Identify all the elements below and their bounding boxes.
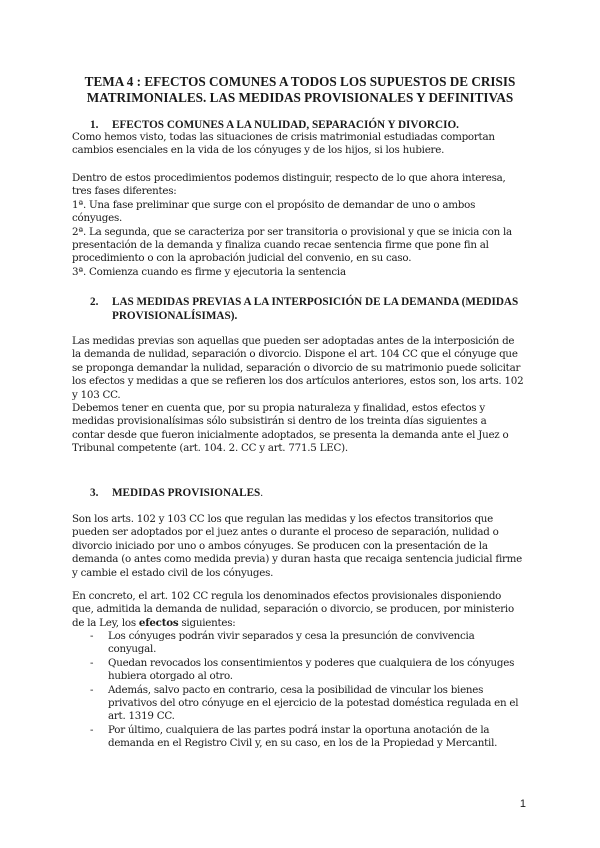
text-line: Las medidas previas son aquellas que pueden ser adoptadas antes de la interposición de bbox=[72, 335, 515, 347]
effects-bullet-list bbox=[90, 630, 530, 751]
section-2-heading bbox=[90, 295, 518, 323]
section-1-heading bbox=[90, 118, 459, 132]
text-line: los efectos y medidas a que se refieren los dos artículos anteriores, estos son, los arts. 102 bbox=[72, 375, 524, 388]
section-3-heading bbox=[90, 486, 263, 500]
section-2-paragraph-1 bbox=[72, 335, 534, 456]
text-line: que, admitida la demanda de nulidad, separación o divorcio, se producen, por ministerio bbox=[72, 603, 514, 616]
text-line: Quedan revocados los consentimientos y poderes que cualquiera de los cónyuges bbox=[108, 656, 515, 669]
text-line: hubiera otorgado al otro. bbox=[108, 670, 233, 683]
text-line: 2ª. La segunda, que se caracteriza por ser transitoria o provisional y que se inicia con la bbox=[72, 225, 512, 238]
section-2-number: 2. bbox=[90, 296, 99, 308]
text-line: privativos del otro cónyuge en el ejercicio de la potestad doméstica regulada en el bbox=[108, 697, 519, 710]
dash-bullet: - bbox=[90, 630, 94, 642]
text-line: 1ª. Una fase preliminar que surge con el propósito de demandar de uno o ambos bbox=[72, 198, 476, 211]
section-1-paragraph-1 bbox=[72, 131, 534, 158]
section-2-title-line-2: PROVISIONALÍSIMAS). bbox=[112, 310, 238, 322]
text-fragment: de la Ley, los bbox=[72, 616, 139, 629]
list-item bbox=[90, 657, 530, 684]
dash-bullet: - bbox=[90, 656, 94, 669]
section-1-title: EFECTOS COMUNES A LA NULIDAD, SEPARACIÓN Y DIVORCIO. bbox=[112, 119, 459, 131]
document-title bbox=[70, 74, 530, 106]
section-2-title-line-1: LAS MEDIDAS PREVIAS A LA INTERPOSICIÓN DE LA DEMANDA (MEDIDAS bbox=[112, 296, 519, 308]
text-line: Debemos tener en cuenta que, por su propia naturaleza y finalidad, estos efectos y bbox=[72, 402, 485, 415]
title-line-2: MATRIMONIALES. LAS MEDIDAS PROVISIONALES Y DEFINITIVAS bbox=[86, 90, 514, 105]
text-line: conyugal. bbox=[108, 643, 157, 656]
text-line: Los cónyuges podrán vivir separados y cesa la presunción de convivencia bbox=[108, 630, 475, 642]
text-line: demanda (o antes como medida previa) y duran hasta que recaiga sentencia judicial firme bbox=[72, 553, 523, 566]
text-line: y cambie el estado civil de los cónyuges. bbox=[72, 566, 274, 579]
text-line: Por último, cualquiera de las partes podrá instar la oportuna anotación de la bbox=[108, 723, 490, 736]
section-1-paragraph-2 bbox=[72, 172, 534, 279]
dash-bullet: - bbox=[90, 683, 94, 696]
section-3-paragraph-2 bbox=[72, 590, 534, 630]
text-line: y 103 CC. bbox=[72, 388, 121, 401]
page-number: 1 bbox=[519, 798, 526, 810]
text-line: En concreto, el art. 102 CC regula los denominados efectos provisionales disponiendo bbox=[72, 590, 502, 602]
list-item bbox=[90, 724, 530, 751]
list-item bbox=[90, 630, 530, 657]
text-line: Como hemos visto, todas las situaciones de crisis matrimonial estudiadas comportan bbox=[72, 131, 495, 143]
text-line: Dentro de estos procedimientos podemos distinguir, respecto de lo que ahora interesa, bbox=[72, 172, 506, 184]
section-3-title: MEDIDAS PROVISIONALES bbox=[112, 487, 261, 499]
text-line: procedimiento o con la aprobación judicial del convenio, en su caso. bbox=[72, 252, 412, 265]
text-line: art. 1319 CC. bbox=[108, 710, 175, 723]
text-fragment: siguientes: bbox=[178, 616, 236, 629]
text-line: Son los arts. 102 y 103 CC los que regulan las medidas y los efectos transitorios que bbox=[72, 513, 494, 525]
section-3-title-period: . bbox=[260, 487, 264, 499]
text-line: demanda en el Registro Civil y, en su caso, en los de la Propiedad y Mercantil. bbox=[108, 737, 498, 750]
text-line: medidas provisionalísimas sólo subsistirán si dentro de los treinta días siguientes a bbox=[72, 415, 487, 428]
section-3-number: 3. bbox=[90, 487, 99, 499]
text-line: divorcio iniciado por uno o ambos cónyuges. Se producen con la presentación de la bbox=[72, 539, 488, 552]
text-line: Tribunal competente (art. 104. 2. CC y art. 771.5 LEC). bbox=[72, 442, 348, 455]
section-3-paragraph-1 bbox=[72, 513, 534, 580]
title-line-1: TEMA 4 : EFECTOS COMUNES A TODOS LOS SUPUESTOS DE CRISIS bbox=[84, 74, 516, 89]
text-line: cambios esenciales en la vida de los cónyuges y de los hijos, si los hubiere. bbox=[72, 144, 445, 157]
text-line: presentación de la demanda y finaliza cuando recae sentencia firme que pone fin al bbox=[72, 239, 489, 252]
text-line: tres fases diferentes: bbox=[72, 185, 177, 198]
text-line: contar desde que fueron inicialmente adoptados, se presenta la demanda ante el Juez o bbox=[72, 428, 509, 441]
text-line: la demanda de nulidad, separación o divorcio. Dispone el art. 104 CC que el cónyuge que bbox=[72, 348, 518, 361]
text-line: 3ª. Comienza cuando es firme y ejecutoria la sentencia bbox=[72, 265, 346, 278]
text-line: cónyuges. bbox=[72, 212, 123, 225]
dash-bullet: - bbox=[90, 723, 94, 736]
text-line: pueden ser adoptados por el juez antes o durante el proceso de separación, nulidad o bbox=[72, 526, 499, 539]
bold-word-efectos: efectos bbox=[138, 616, 179, 629]
section-1-number: 1. bbox=[90, 119, 99, 131]
text-line-with-bold bbox=[72, 617, 534, 630]
text-line: Además, salvo pacto en contrario, cesa la posibilidad de vincular los bienes bbox=[108, 683, 484, 696]
text-line: se proponga demandar la nulidad, separación o divorcio de su matrimonio puede solicitar bbox=[72, 361, 521, 374]
list-item bbox=[90, 684, 530, 724]
